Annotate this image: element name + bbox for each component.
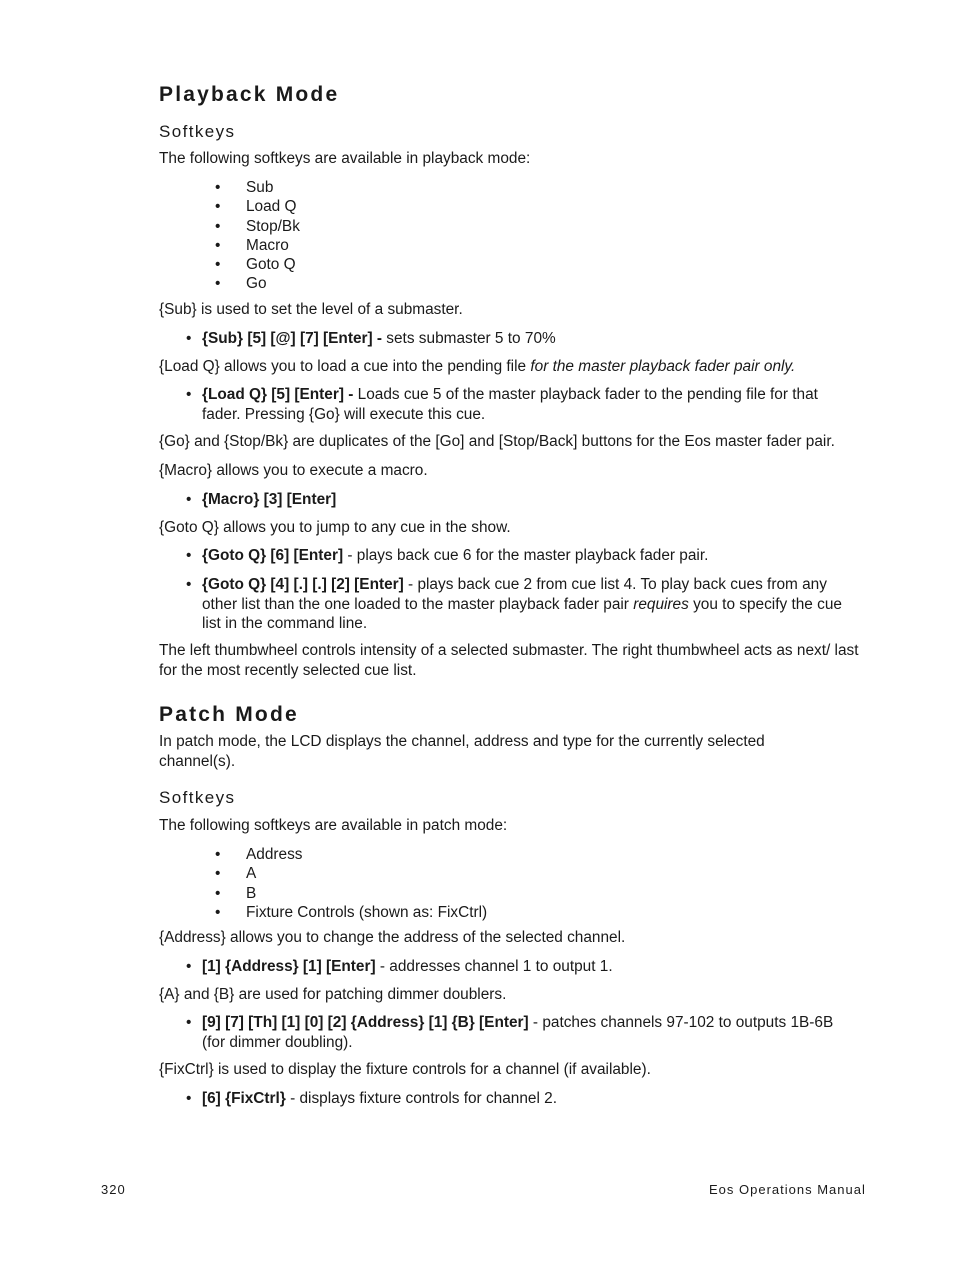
command-syntax: {Load Q} [5] [Enter] -	[202, 386, 354, 403]
bullet-icon: •	[215, 903, 221, 921]
command-syntax: {Sub} [5] [@] [7] [Enter] -	[202, 330, 383, 347]
list-item: • A	[215, 865, 257, 883]
macro-example	[186, 490, 856, 510]
list-item: • Go	[215, 275, 267, 293]
address-example: • [1] {Address} [1] [Enter] - addresses channel 1 to output 1.	[186, 958, 613, 975]
bullet-icon: •	[215, 236, 221, 254]
sub-description: {Sub} is used to set the level of a submaster.	[159, 301, 463, 318]
go-description: {Go} and {Stop/Bk} are duplicates of the [Go] and [Stop/Back] buttons for the Eos master fader pair.	[159, 433, 835, 450]
patch-softkey-list	[215, 845, 487, 922]
command-syntax: {Goto Q} [6] [Enter]	[202, 547, 344, 564]
list-item: • B	[215, 884, 257, 902]
loadq-example: • {Load Q} [5] [Enter] - Loads cue 5 of the master playback fader to the pending file for that fader. Pressing {Go} will execute this cue.	[186, 386, 818, 423]
bullet-icon: •	[215, 198, 221, 216]
ab-example: • [9] [7] [Th] [1] [0] [2] {Address} [1] {B} [Enter] - patches channels 97-102 to outputs 1B-6B (for dimmer doubling).	[186, 1014, 834, 1051]
playback-softkey-list	[215, 178, 300, 294]
command-syntax: [1] {Address} [1] [Enter]	[202, 958, 376, 975]
section-title-patch: Patch Mode	[159, 703, 299, 726]
gotoq-example-1: • {Goto Q} [6] [Enter] - plays back cue 6 for the master playback fader pair.	[186, 547, 709, 564]
list-item: • Address	[215, 846, 303, 863]
fixctrl-description: {FixCtrl} is used to display the fixture controls for a channel (if available).	[159, 1061, 651, 1078]
manual-title: Eos Operations Manual	[709, 1182, 866, 1197]
command-syntax: [9] [7] [Th] [1] [0] [2] {Address} [1] {B} [Enter]	[202, 1014, 529, 1031]
loadq-description: {Load Q} allows you to load a cue into the pending file for the master playback fader pair only.	[159, 358, 796, 375]
patch-softkeys-intro: The following softkeys are available in patch mode:	[159, 817, 508, 834]
bullet-icon: •	[215, 865, 221, 883]
list-item: • Sub	[215, 179, 274, 196]
list-item: • Macro	[215, 236, 289, 254]
ab-description: {A} and {B} are used for patching dimmer doublers.	[159, 986, 507, 1003]
bullet-icon: •	[215, 256, 221, 274]
bullet-icon: •	[186, 386, 192, 403]
list-item: • Stop/Bk	[215, 217, 300, 235]
bullet-icon: •	[215, 275, 221, 293]
page-number: 320	[101, 1182, 126, 1197]
bullet-icon: •	[215, 884, 221, 902]
bullet-icon: •	[186, 1014, 192, 1031]
gotoq-description: {Goto Q} allows you to jump to any cue in the show.	[159, 519, 511, 536]
macro-description: {Macro} allows you to execute a macro.	[159, 462, 428, 479]
list-item: • Goto Q	[215, 256, 296, 274]
subheading-playback-softkeys: Softkeys	[159, 122, 236, 141]
subheading-patch-softkeys: Softkeys	[159, 788, 236, 807]
bullet-icon: •	[186, 491, 192, 508]
command-syntax: {Macro} [3] [Enter]	[202, 491, 337, 508]
bullet-icon: •	[215, 217, 221, 235]
gotoq-example-2: • {Goto Q} [4] [.] [.] [2] [Enter] - plays back cue 2 from cue list 4. To play back cues from any other list than the one loaded to the master playback fader pair requires you to specify the cue list in the command line.	[186, 576, 842, 632]
bullet-icon: •	[186, 1090, 192, 1107]
playback-intro: The following softkeys are available in playback mode:	[159, 150, 531, 167]
patch-intro: In patch mode, the LCD displays the channel, address and type for the currently selected channel(s).	[159, 733, 765, 770]
section-title-playback: Playback Mode	[159, 83, 340, 106]
sub-example: • {Sub} [5] [@] [7] [Enter] - sets submaster 5 to 70%	[186, 330, 556, 347]
bullet-icon: •	[215, 179, 221, 196]
bullet-icon: •	[186, 958, 192, 975]
thumbwheel-description: The left thumbwheel controls intensity of a selected submaster. The right thumbwheel acts as next/ last for the most recently selected cue list.	[159, 642, 859, 679]
bullet-icon: •	[215, 846, 221, 863]
address-description: {Address} allows you to change the address of the selected channel.	[159, 929, 626, 946]
bullet-icon: •	[186, 330, 192, 347]
bullet-icon: •	[186, 576, 192, 593]
list-item: • Fixture Controls (shown as: FixCtrl)	[215, 903, 488, 921]
fixctrl-example: • [6] {FixCtrl} - displays fixture controls for channel 2.	[186, 1090, 557, 1107]
list-item: • Load Q	[215, 198, 297, 216]
command-syntax: {Goto Q} [4] [.] [.] [2] [Enter]	[202, 576, 404, 593]
command-syntax: [6] {FixCtrl}	[202, 1090, 286, 1107]
bullet-icon: •	[186, 547, 192, 564]
